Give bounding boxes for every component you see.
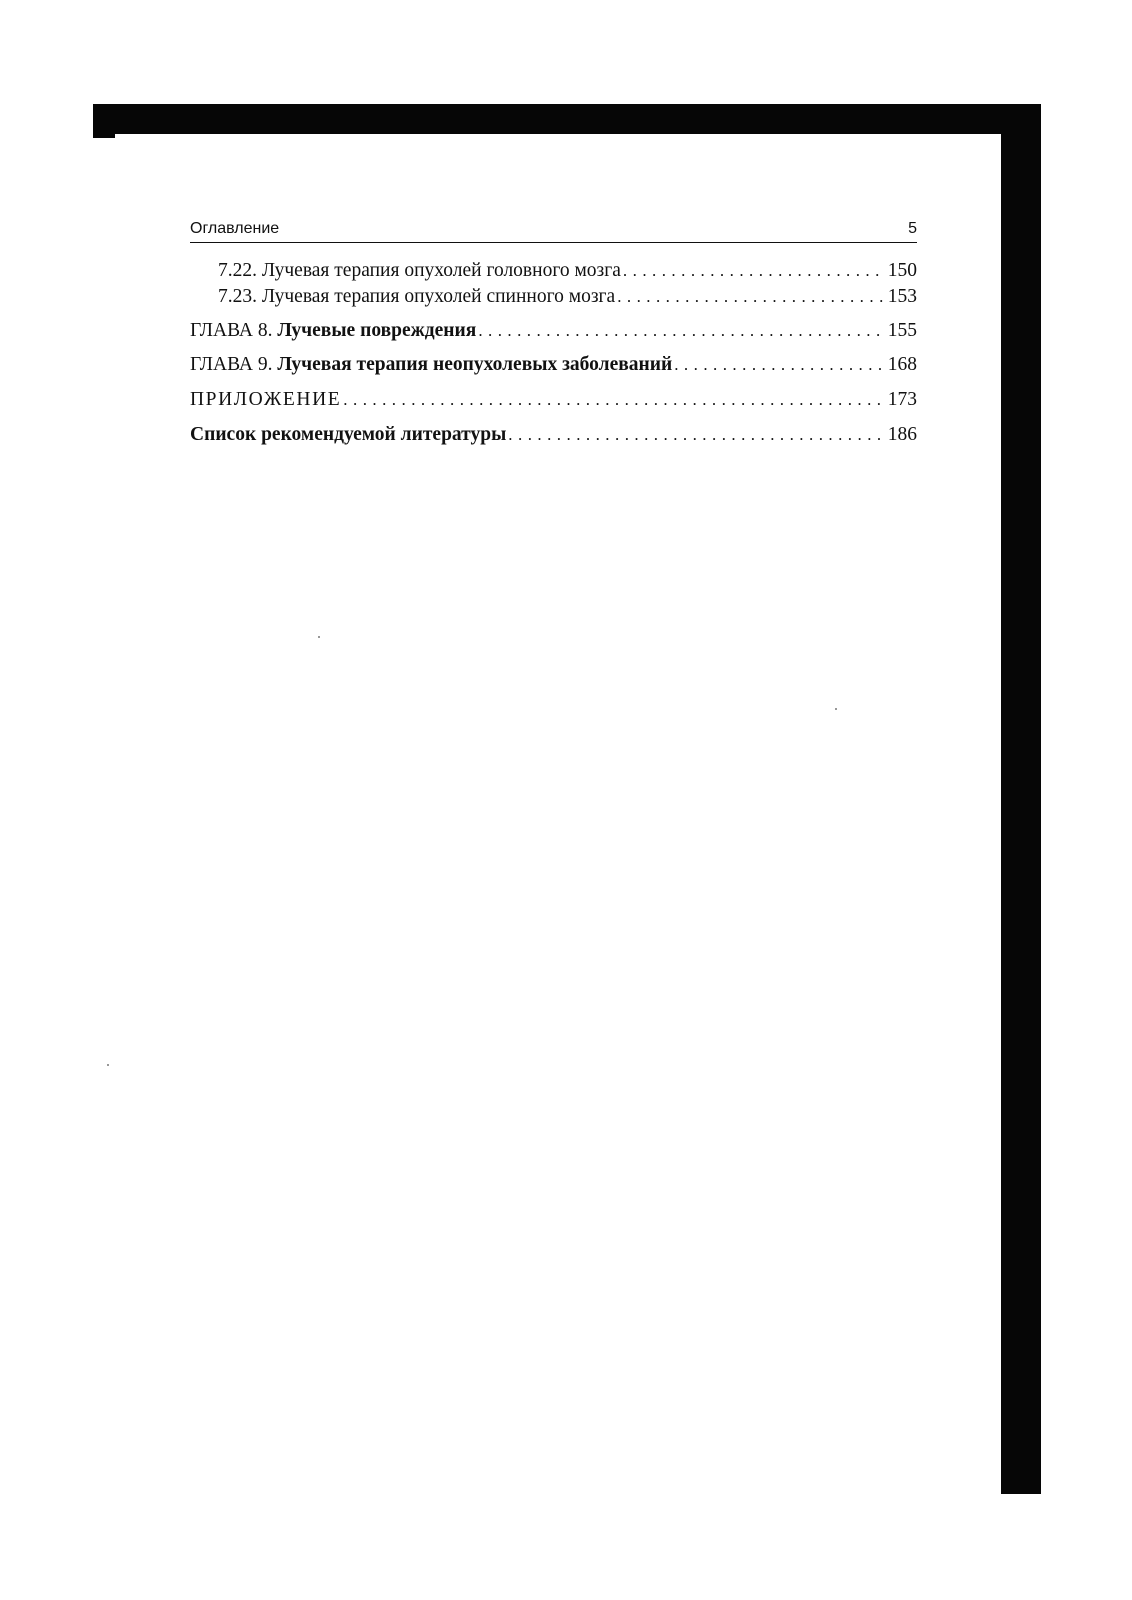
toc-entry-page: 168 <box>887 354 917 375</box>
toc-entry-page: 153 <box>887 286 917 307</box>
scan-speck <box>107 1064 109 1066</box>
toc-leader-dots <box>617 284 884 310</box>
toc-entry-label <box>190 318 476 344</box>
toc-entry-page: 150 <box>887 260 917 281</box>
toc-entry-7-22[interactable] <box>190 258 917 284</box>
toc-entry-title: Лучевая терапия неопухолевых заболеваний <box>277 354 673 375</box>
toc-leader-dots <box>623 258 884 284</box>
scan-border-right <box>1010 104 1041 1494</box>
running-header-title: Оглавление <box>190 220 280 237</box>
toc-leader-dots <box>478 318 883 344</box>
toc-entry-bibliography[interactable] <box>190 422 917 448</box>
toc-entry-title: Список рекомендуемой литературы <box>190 424 507 445</box>
toc-entry-prefix: 7.22. <box>218 260 262 281</box>
running-header <box>190 218 917 243</box>
toc-entry-appendix[interactable] <box>190 387 917 413</box>
toc-leader-dots <box>343 387 883 413</box>
toc-entry-label <box>190 387 341 413</box>
toc-entry-page: 155 <box>887 320 917 341</box>
scan-speck <box>318 636 320 638</box>
toc-leader-dots <box>674 352 884 378</box>
toc-entry-title: Лучевые повреждения <box>277 320 477 341</box>
toc-entry-title: Лучевая терапия опухолей спинного мозга <box>261 286 616 307</box>
toc-entry-prefix: ГЛАВА 8. <box>190 320 278 341</box>
scan-border-top <box>93 104 1041 134</box>
running-header-page-number: 5 <box>908 220 917 237</box>
toc-entry-label <box>218 258 621 284</box>
toc-entry-chapter-8[interactable] <box>190 318 917 344</box>
toc-leader-dots <box>508 422 883 448</box>
toc-entry-7-23[interactable] <box>190 284 917 310</box>
toc-entry-label <box>218 284 615 310</box>
toc-entry-title: Лучевая терапия опухолей головного мозга <box>261 260 621 281</box>
toc-entry-chapter-9[interactable] <box>190 352 917 378</box>
toc-entry-prefix: 7.23. <box>218 286 262 307</box>
toc-entry-page: 173 <box>887 389 917 410</box>
table-of-contents <box>190 258 917 448</box>
toc-entry-label <box>190 352 672 378</box>
toc-entry-label <box>190 422 506 448</box>
scan-speck <box>835 708 837 710</box>
scan-border-notch <box>93 128 115 138</box>
toc-entry-page: 186 <box>887 424 917 445</box>
toc-entry-prefix: ГЛАВА 9. <box>190 354 278 375</box>
toc-entry-title: ПРИЛОЖЕНИЕ <box>190 389 342 410</box>
scan-border-right-inner <box>1001 122 1012 1494</box>
